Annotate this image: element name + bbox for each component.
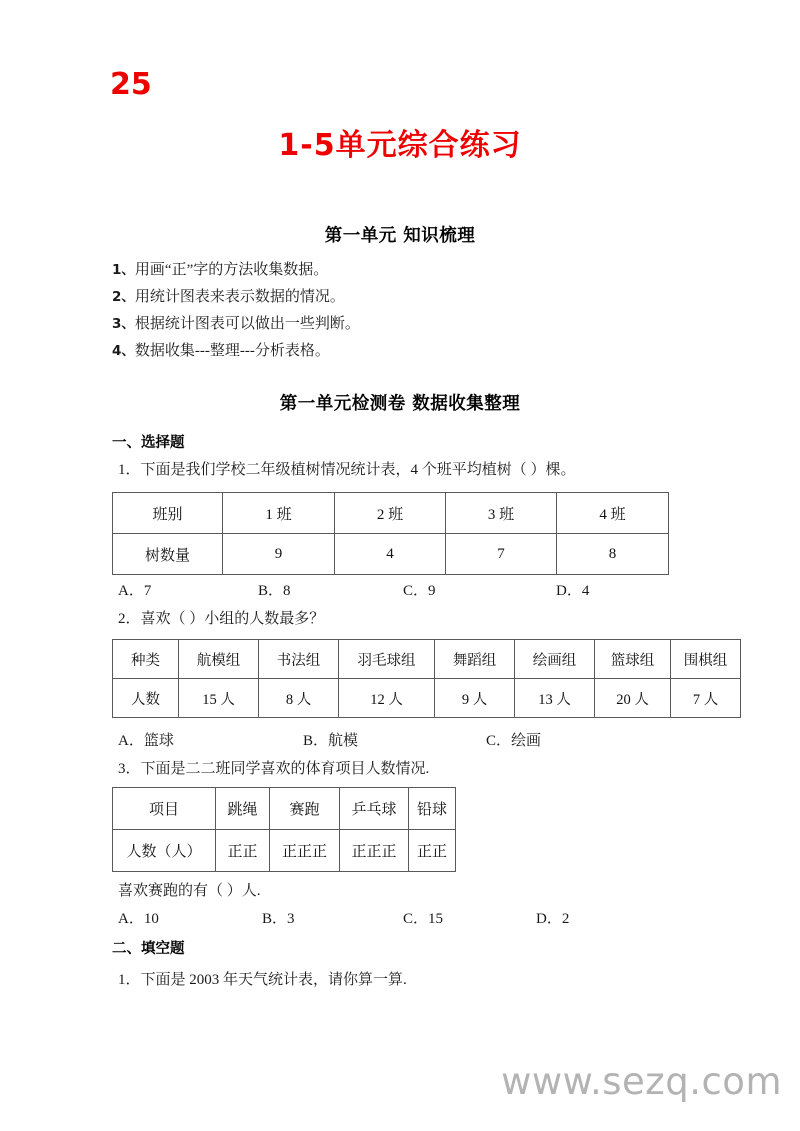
option-c[interactable]: C．15 xyxy=(403,911,444,927)
table-cell: 树数量 xyxy=(113,534,223,575)
table-sports xyxy=(112,787,456,872)
option-a[interactable]: A．10 xyxy=(118,911,159,927)
list-item-number: 4、 xyxy=(112,343,135,359)
option-d[interactable]: D．2 xyxy=(536,911,570,927)
option-c[interactable]: C．绘画 xyxy=(486,733,542,749)
table-row xyxy=(113,679,741,718)
table-cell: 9 人 xyxy=(435,679,515,718)
table-cell: 绘画组 xyxy=(515,640,595,679)
option-b[interactable]: B．8 xyxy=(258,583,291,599)
part-two-label: 二、填空题 xyxy=(112,941,185,957)
page-title: 1-5单元综合练习 xyxy=(278,128,522,163)
table-cell: 8 xyxy=(557,534,669,575)
table-cell: 乒乓球 xyxy=(340,788,409,830)
table-cell: 1 班 xyxy=(223,493,335,534)
table-cell: 铅球 xyxy=(409,788,456,830)
table-cell: 2 班 xyxy=(335,493,446,534)
list-item-number: 1、 xyxy=(112,262,135,278)
list-item-label: 根据统计图表可以做出一些判断。 xyxy=(134,316,360,332)
option-b[interactable]: B．航模 xyxy=(303,733,359,749)
option-a[interactable]: A．7 xyxy=(118,583,152,599)
section-heading-knowledge: 第一单元 知识梳理 xyxy=(324,226,476,246)
table-cell: 跳绳 xyxy=(216,788,270,830)
table-cell: 班别 xyxy=(113,493,223,534)
table-cell: 人数（人） xyxy=(113,830,216,872)
list-item-label: 用画“正”字的方法收集数据。 xyxy=(134,262,329,278)
option-a[interactable]: A．篮球 xyxy=(118,733,174,749)
knowledge-list xyxy=(112,257,672,365)
list-item-number: 3、 xyxy=(112,316,135,332)
table-cell: 书法组 xyxy=(259,640,339,679)
table-planting xyxy=(112,492,669,575)
table-cell: 围棋组 xyxy=(671,640,741,679)
table-cell: 8 人 xyxy=(259,679,339,718)
list-item xyxy=(112,311,672,338)
list-item-label: 用统计图表来表示数据的情况。 xyxy=(134,289,345,305)
table-cell: 正正 xyxy=(409,830,456,872)
question-1-stem: 1．下面是我们学校二年级植树情况统计表，4 个班平均植树（ ）棵。 xyxy=(118,462,576,478)
table-row xyxy=(113,493,669,534)
question-3-followup: 喜欢赛跑的有（ ）人. xyxy=(118,883,261,899)
list-item-number: 2、 xyxy=(112,289,135,305)
table-cell: 20 人 xyxy=(595,679,671,718)
table-cell: 正正正 xyxy=(340,830,409,872)
table-cell: 7 人 xyxy=(671,679,741,718)
table-cell: 正正正 xyxy=(270,830,340,872)
option-d[interactable]: D．4 xyxy=(556,583,590,599)
table-cell: 12 人 xyxy=(339,679,435,718)
option-b[interactable]: B．3 xyxy=(262,911,295,927)
table-cell: 3 班 xyxy=(446,493,557,534)
table-row xyxy=(113,788,456,830)
table-cell: 舞蹈组 xyxy=(435,640,515,679)
table-cell: 正正 xyxy=(216,830,270,872)
table-cell: 4 班 xyxy=(557,493,669,534)
fill-question-1-stem: 1．下面是 2003 年天气统计表，请你算一算. xyxy=(118,972,407,988)
table-row xyxy=(113,830,456,872)
table-cell: 4 xyxy=(335,534,446,575)
list-item-label: 数据收集---整理---分析表格。 xyxy=(134,343,330,359)
table-cell: 13 人 xyxy=(515,679,595,718)
table-cell: 7 xyxy=(446,534,557,575)
table-cell: 篮球组 xyxy=(595,640,671,679)
list-item xyxy=(112,338,672,365)
table-cell: 15 人 xyxy=(179,679,259,718)
watermark: www.sezq.com xyxy=(501,1060,782,1103)
question-2-stem: 2．喜欢（ ）小组的人数最多？ xyxy=(118,611,325,627)
table-cell: 赛跑 xyxy=(270,788,340,830)
table-row xyxy=(113,534,669,575)
list-item xyxy=(112,284,672,311)
list-item xyxy=(112,257,672,284)
table-cell: 9 xyxy=(223,534,335,575)
table-cell: 种类 xyxy=(113,640,179,679)
table-groups xyxy=(112,639,741,718)
section-heading-test: 第一单元检测卷 数据收集整理 xyxy=(279,394,521,414)
question-3-stem: 3．下面是二二班同学喜欢的体育项目人数情况. xyxy=(118,761,430,777)
table-cell: 航模组 xyxy=(179,640,259,679)
part-one-label: 一、选择题 xyxy=(112,435,185,451)
table-cell: 项目 xyxy=(113,788,216,830)
table-cell: 羽毛球组 xyxy=(339,640,435,679)
table-cell: 人数 xyxy=(113,679,179,718)
table-row xyxy=(113,640,741,679)
option-c[interactable]: C．9 xyxy=(403,583,436,599)
page-number: 25 xyxy=(110,67,152,102)
